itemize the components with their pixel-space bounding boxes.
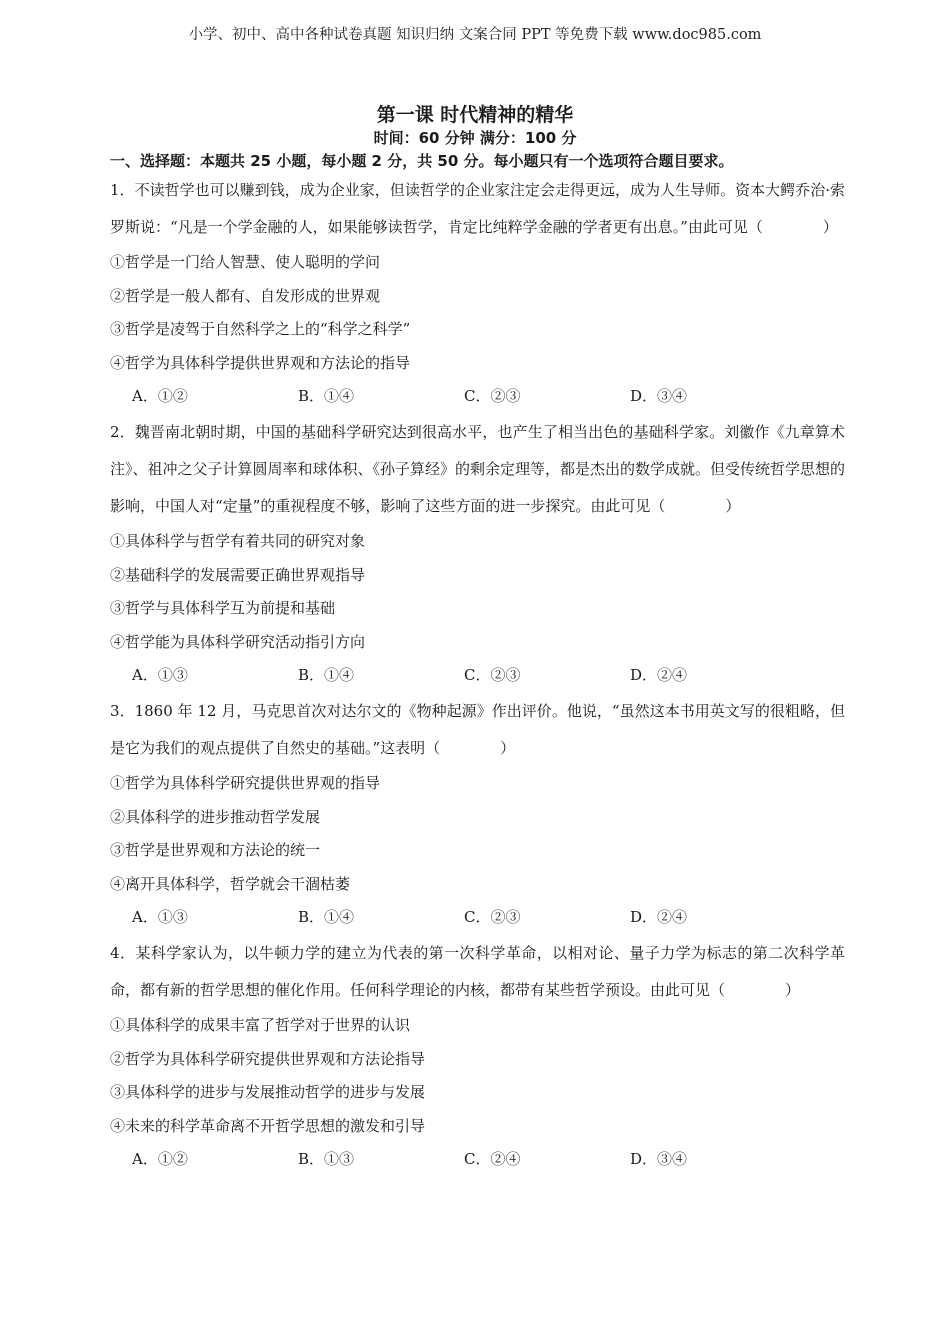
- choice-c: C．②③: [464, 908, 521, 927]
- statement-option: ④哲学为具体科学提供世界观和方法论的指导: [110, 353, 411, 372]
- question: [110, 693, 845, 935]
- statement-option: ②哲学是一般人都有、自发形成的世界观: [110, 286, 381, 305]
- choice-a: A．①②: [132, 1150, 188, 1169]
- statement-option: ①哲学是一门给人智慧、使人聪明的学问: [110, 253, 381, 271]
- choice-b: B．①④: [298, 387, 355, 406]
- statement-option: ②具体科学的进步推动哲学发展: [110, 807, 321, 826]
- choice-c: C．②③: [464, 387, 521, 406]
- answer-choices: [110, 1143, 845, 1177]
- statement-option: ①哲学为具体科学研究提供世界观的指导: [110, 773, 381, 792]
- answer-choices: [110, 380, 845, 414]
- statement-option: ③哲学与具体科学互为前提和基础: [110, 599, 336, 618]
- statement-option: ④离开具体科学，哲学就会干涸枯萎: [110, 874, 351, 893]
- question-stem: 4．某科学家认为，以牛顿力学的建立为代表的第一次科学革命，以相对论、量子力学为标志的第二次科学革命，都有新的哲学思想的催化作用。任何科学理论的内核，都带有某些哲学预设。由此可见（ ）: [110, 943, 845, 999]
- choice-b: B．①④: [298, 908, 355, 927]
- question: [110, 172, 845, 414]
- statement-option: ①具体科学与哲学有着共同的研究对象: [110, 531, 366, 550]
- statement-option: ②基础科学的发展需要正确世界观指导: [110, 565, 366, 584]
- question-stem: 1．不读哲学也可以赚到钱，成为企业家，但读哲学的企业家注定会走得更远，成为人生导师。资本大鳄乔治·索罗斯说：“凡是一个学金融的人，如果能够读哲学，肯定比纯粹学金融的学者更有出息。”由此可见（ ）: [110, 181, 845, 236]
- choice-d: D．②④: [630, 908, 688, 927]
- statement-option: ④未来的科学革命离不开哲学思想的激发和引导: [110, 1116, 426, 1135]
- choice-d: D．③④: [630, 387, 688, 406]
- question: [110, 935, 845, 1177]
- question-stem: 3．1860 年 12 月，马克思首次对达尔文的《物种起源》作出评价。他说，“虽然这本书用英文写的很粗略，但是它为我们的观点提供了自然史的基础。”这表明（ ）: [110, 701, 845, 757]
- choice-c: C．②③: [464, 666, 521, 685]
- answer-choices: [110, 901, 845, 935]
- statement-option: ③哲学是世界观和方法论的统一: [110, 841, 321, 860]
- choice-d: D．②④: [630, 666, 688, 685]
- choice-c: C．②④: [464, 1150, 521, 1169]
- choice-a: A．①③: [132, 666, 188, 685]
- section-heading: 一、选择题：本题共 25 小题，每小题 2 分，共 50 分。每小题只有一个选项符合题目要求。: [110, 152, 734, 170]
- statement-option: ④哲学能为具体科学研究活动指引方向: [110, 632, 366, 651]
- statement-option: ③哲学是凌驾于自然科学之上的“科学之科学”: [110, 320, 411, 339]
- choice-b: B．①③: [298, 1150, 355, 1169]
- choice-a: A．①②: [132, 387, 188, 406]
- answer-choices: [110, 659, 845, 693]
- question: [110, 414, 845, 693]
- question-stem: 2．魏晋南北朝时期，中国的基础科学研究达到很高水平，也产生了相当出色的基础科学家。刘徽作《九章算术注》、祖冲之父子计算圆周率和球体积、《孙子算经》的剩余定理等，都是杰出的数学成就。但受传统哲学思想的影响，中国人对“定量”的重视程度不够，影响了这些方面的进一步探究。由此可见（ ）: [110, 422, 846, 515]
- page-header: 小学、初中、高中各种试卷真题 知识归纳 文案合同 PPT 等免费下载 www.doc985.com: [188, 27, 762, 43]
- document-title: 第一课 时代精神的精华: [376, 104, 574, 126]
- statement-option: ①具体科学的成果丰富了哲学对于世界的认识: [110, 1015, 411, 1034]
- question-list: [110, 172, 845, 1177]
- choice-d: D．③④: [630, 1150, 688, 1169]
- choice-a: A．①③: [132, 908, 188, 927]
- statement-option: ③具体科学的进步与发展推动哲学的进步与发展: [110, 1083, 426, 1102]
- statement-option: ②哲学为具体科学研究提供世界观和方法论指导: [110, 1049, 426, 1068]
- choice-b: B．①④: [298, 666, 355, 685]
- exam-time-and-score: 时间：60 分钟 满分：100 分: [373, 129, 577, 147]
